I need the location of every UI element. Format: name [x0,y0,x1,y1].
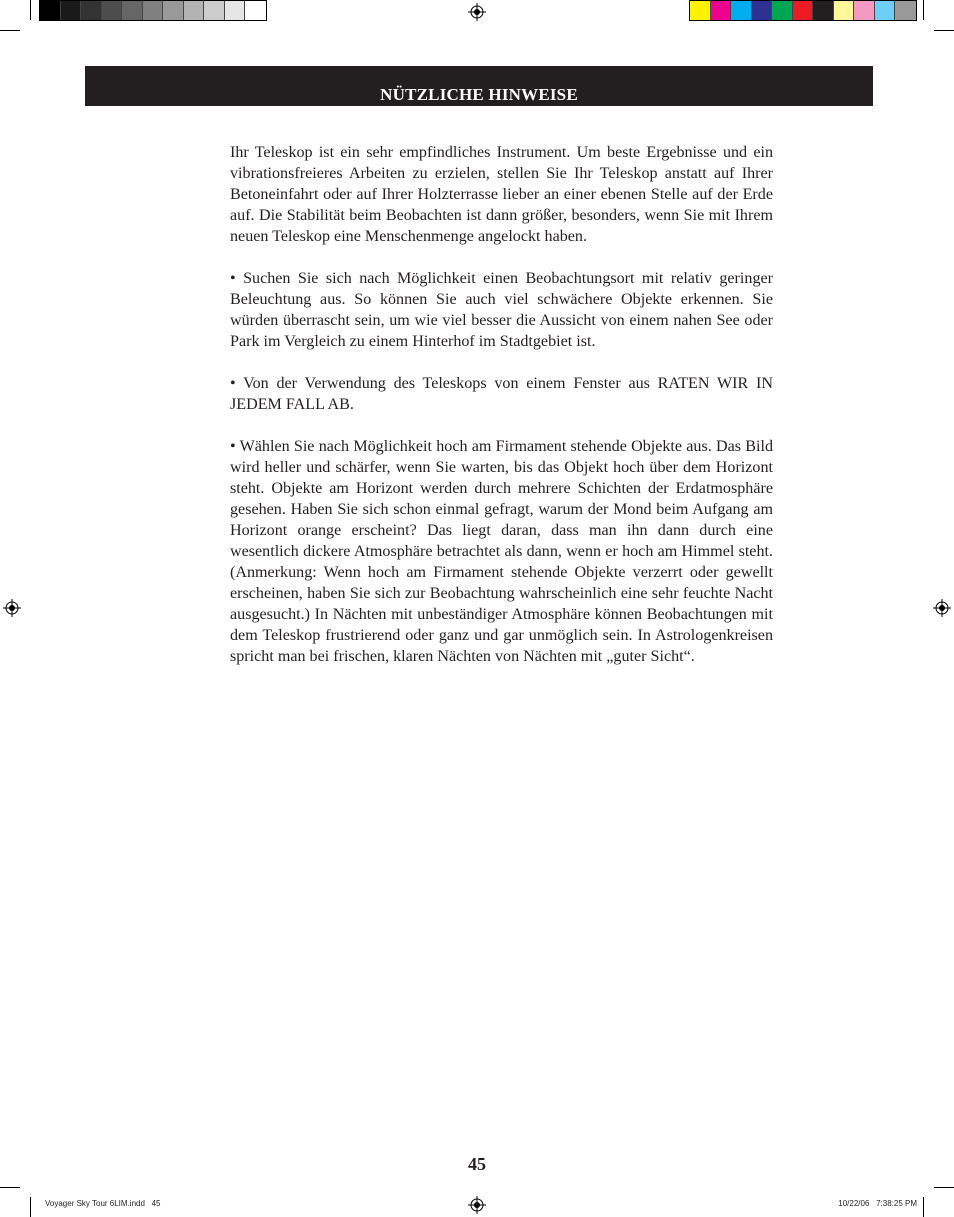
crop-mark-top-right-v [923,0,924,20]
crop-mark-bottom-left-v [30,1197,31,1217]
crop-mark-top-left-h [0,30,20,31]
process-color-swatch [854,1,875,20]
grayscale-swatch [184,1,205,20]
paragraph-intro: Ihr Teleskop ist ein sehr empfindliches Instrument. Um beste Ergebnisse und ein vibrationsfreieres Arbeiten zu erzielen, stellen Sie Ihr Teleskop anstatt auf Ihrer Betoneinfahrt oder auf Ihrer Holzterrasse lieber an einer ebenen Stelle auf der Erde auf. Die Stabilität beim Beobachten ist dann größer, besonders, wenn Sie mit Ihrem neuen Teleskop eine Menschenmenge angelockt haben. [230,144,773,245]
page-number: 45 [468,1154,486,1174]
paragraph-observation-site: • Suchen Sie sich nach Möglichkeit einen Beobachtungsort mit relativ geringer Beleuchtung aus. So können Sie auch viel schwächere Objekte erkennen. Sie würden überrascht sein, um wie viel besser die Aussicht von einem nahen See oder Park im Vergleich zu einem Hinterhof im Stadtgebiet ist. [230,270,773,350]
section-header-bar [85,66,873,106]
crop-mark-top-right-h [934,30,954,31]
process-color-swatch [813,1,834,20]
paragraph-high-objects: • Wählen Sie nach Möglichkeit hoch am Firmament stehende Objekte aus. Das Bild wird heller und schärfer, wenn Sie warten, bis das Objekt hoch über dem Horizont steht. Objekte am Horizont werden durch mehrere Schichten der Erdatmosphäre gesehen. Haben Sie sich schon einmal gefragt, warum der Mond beim Aufgang am Horizont orange erscheint? Das liegt daran, dass man ihn dann durch eine wesentlich dickere Atmosphäre betrachtet als dann, wenn er hoch am Himmel steht. (Anmerkung: Wenn hoch am Firmament stehende Objekte verzerrt oder gewellt erscheinen, haben Sie sich zur Beobachtung wahrscheinlich eine sehr feuchte Nacht ausgesucht.) In Nächten mit unbeständiger Atmosphäre können Beobachtungen mit dem Teleskop frustrierend oder ganz und gar unmöglich sein. In Astrologenkreisen spricht man bei frischen, klaren Nächten von Nächten mit „guter Sicht“. [230,438,773,665]
process-color-swatch [711,1,732,20]
grayscale-swatch [61,1,82,20]
body-text [230,142,773,688]
grayscale-swatch [204,1,225,20]
process-color-swatch [834,1,855,20]
registration-mark-left-icon [3,599,21,617]
grayscale-swatch [102,1,123,20]
registration-mark-top-icon [468,3,486,21]
grayscale-swatch [245,1,266,20]
crop-mark-bottom-right-v [923,1197,924,1217]
process-color-swatch [752,1,773,20]
crop-mark-top-left-v [30,0,31,20]
process-color-swatch [690,1,711,20]
slug-timestamp: 10/22/06 7:38:25 PM [838,1199,917,1208]
grayscale-swatch [40,1,61,20]
grayscale-swatch [143,1,164,20]
process-color-swatch [793,1,814,20]
grayscale-swatch [163,1,184,20]
grayscale-color-bar [39,0,267,21]
process-color-swatch [875,1,896,20]
process-color-swatch [895,1,916,20]
process-color-swatch [731,1,752,20]
crop-mark-bottom-left-h [0,1187,20,1188]
process-color-swatch [772,1,793,20]
section-title: NÜTZLICHE HINWEISE [380,85,578,104]
grayscale-swatch [225,1,246,20]
grayscale-swatch [81,1,102,20]
paragraph-window-warning: • Von der Verwendung des Teleskops von einem Fenster aus RATEN WIR IN JEDEM FALL AB. [230,375,773,413]
registration-mark-bottom-icon [468,1196,486,1214]
process-color-bar [689,0,917,21]
slug-file-name: Voyager Sky Tour 6LIM.indd 45 [45,1199,161,1208]
grayscale-swatch [122,1,143,20]
crop-mark-bottom-right-h [934,1187,954,1188]
registration-mark-right-icon [933,599,951,617]
